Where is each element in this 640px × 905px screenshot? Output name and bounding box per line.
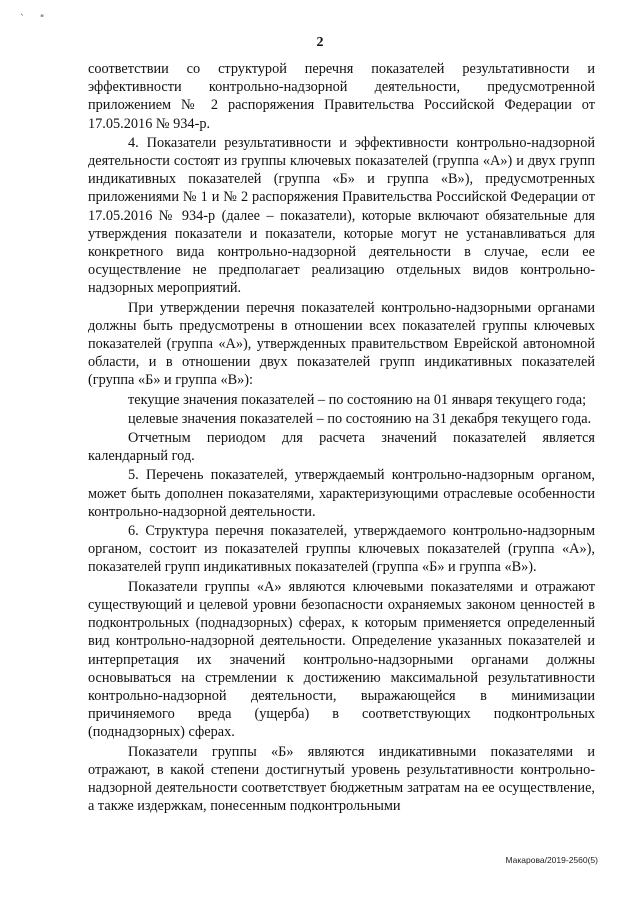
paragraph: Показатели группы «А» являются ключевыми показателями и отражают существующий и целевой уровни безопасности охраняемых законом ценностей в подконтрольных (поднадзорных) сферах, к которым применяется определенный вид контрольно-надзорной деятельности. Определение указанных показателей и интерпретация их значений контрольно-надзорными органами должны основываться на стремлении к достижению максимальной результативности контрольно-надзорной деятельности, выражающейся в минимизации причиняемого вреда (ущерба) в соответствующих подконтрольных (поднадзорных) сферах. bbox=[88, 578, 595, 741]
paragraph: Показатели группы «Б» являются индикативными показателями и отражают, в какой степени достигнутый уровень результативности контрольно-надзорной деятельности соответствует бюджетным затратам на ее осуществление, а также издержкам, понесенным подконтрольными bbox=[88, 743, 595, 815]
paragraph: Отчетным периодом для расчета значений показателей является календарный год. bbox=[88, 430, 595, 465]
document-body bbox=[88, 60, 595, 816]
paragraph: 4. Показатели результативности и эффективности контрольно-надзорной деятельности состоят из группы ключевых показателей (группа «А») и двух групп индикативных показателей (группа «Б» и группа «В»), предусмотренных приложениями № 1 и № 2 распоряжения Правительства Российской Федерации от 17.05.2016 № 934-р (далее – показатели), которые включают обязательные для утверждения показатели и показатели, которые могут не устанавливаться для конкретного вида контрольно-надзорной деятельности в случае, если ее осуществление не предполагает реализацию отдельных видов контрольно-надзорных мероприятий. bbox=[88, 134, 595, 297]
paragraph: текущие значения показателей – по состоянию на 01 января текущего года; bbox=[128, 391, 587, 408]
paragraph: 5. Перечень показателей, утверждаемый контрольно-надзорным органом, может быть дополнен показателями, характеризующими отраслевые особенности контрольно-надзорной деятельности. bbox=[88, 467, 595, 520]
scan-mark: ` bbox=[20, 14, 25, 24]
page-number: 2 bbox=[316, 35, 324, 50]
paragraph: целевые значения показателей – по состоянию на 31 декабря текущего года. bbox=[128, 410, 592, 427]
scan-mark: " bbox=[40, 14, 45, 24]
paragraph: 6. Структура перечня показателей, утверждаемого контрольно-надзорным органом, состоит из показателей группы ключевых показателей (группа «А»), показателей групп индикативных показателей (группа «Б» и группа «В»). bbox=[88, 523, 595, 576]
document-footer-code: Макарова/2019-2560(5) bbox=[505, 855, 598, 865]
paragraph: При утверждении перечня показателей контрольно-надзорными органами должны быть предусмотрены в отношении всех показателей группы ключевых показателей (группа «А»), утвержденных правительством Еврейской автономной области, и в отношении двух показателей групп индикативных показателей (группа «Б» и группа «В»): bbox=[88, 299, 595, 389]
paragraph: соответствии со структурой перечня показателей результативности и эффективности контрольно-надзорной деятельности, предусмотренной приложением № 2 распоряжения Правительства Российской Федерации от 17.05.2016 № 934-р. bbox=[88, 61, 595, 132]
